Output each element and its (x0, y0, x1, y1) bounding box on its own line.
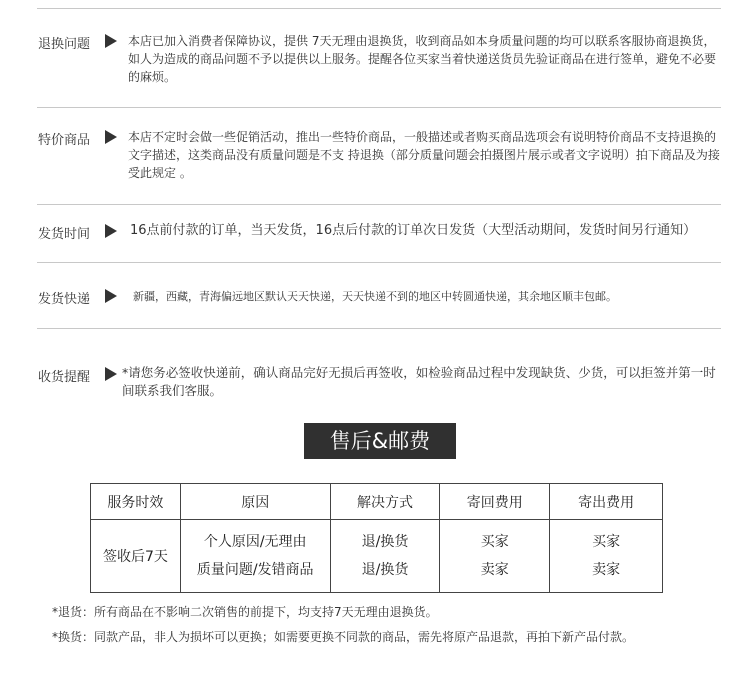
table-header-cell: 寄回费用 (440, 484, 550, 520)
divider (37, 328, 721, 329)
triangle-arrow-icon (105, 367, 117, 381)
fee-table (90, 483, 663, 593)
divider (37, 204, 721, 205)
table-cell-text: 买家 (480, 534, 509, 550)
policy-text-courier: 新疆，西藏，青海偏远地区默认天天快递，天天快递不到的地区中转圆通快递，其余地区顺丰包邮。 (133, 290, 617, 303)
policy-text-special-price: 本店不定时会做一些促销活动，推出一些特价商品，一般描述或者购买商品选项会有说明特价商品不支持退换的文字描述，这类商品没有质量问题是不支 持退换（部分质量问题会拍摄图片展示或者文字说明）拍下商品及为接受此规定 。 (128, 130, 720, 180)
section-title-after-sale: 售后&邮费 (304, 423, 456, 459)
policy-label-return: 退换问题 (38, 37, 91, 52)
policy-label-receipt: 收货提醒 (38, 370, 91, 385)
table-header-cell: 解决方式 (330, 484, 440, 520)
table-header-row (91, 484, 663, 520)
table-cell-text: 退/换货 (361, 534, 409, 550)
policy-text-return: 本店已加入消费者保障协议，提供 7天无理由退换货，收到商品如本身质量问题的均可以联系客服协商退换货，如人为造成的商品问题不予以提供以上服务。提醒各位买家当着快递送货员先验证商品在进行签单，避免不必要的麻烦。 (128, 34, 717, 84)
table-row (91, 520, 663, 593)
policy-label-ship-time: 发货时间 (38, 227, 91, 242)
triangle-arrow-icon (105, 224, 117, 238)
table-header-cell: 寄出费用 (550, 484, 663, 520)
note-return: *退货：所有商品在不影响二次销售的前提下，均支持7天无理由退换货。 (52, 605, 438, 619)
triangle-arrow-icon (105, 130, 117, 144)
table-cell-text: 卖家 (480, 562, 509, 578)
note-exchange: *换货：同款产品，非人为损坏可以更换；如需要更换不同款的商品，需先将原产品退款，再拍下新产品付款。 (52, 630, 635, 644)
divider-top (37, 8, 721, 9)
table-cell-text: 买家 (592, 534, 621, 550)
table-cell-text: 退/换货 (361, 562, 409, 578)
triangle-arrow-icon (105, 34, 117, 48)
table-cell-return-fee (440, 520, 550, 593)
table-cell-reason (180, 520, 330, 593)
policy-label-special-price: 特价商品 (38, 133, 91, 148)
table-header-cell: 服务时效 (91, 484, 181, 520)
triangle-arrow-icon (105, 289, 117, 303)
table-row-label: 签收后7天 (91, 520, 181, 593)
table-header-cell: 原因 (180, 484, 330, 520)
policy-text-receipt: *请您务必签收快递前，确认商品完好无损后再签收，如检验商品过程中发现缺货、少货，可以拒签并第一时间联系我们客服。 (122, 365, 716, 398)
policy-label-courier: 发货快递 (38, 292, 91, 307)
table-cell-text: 卖家 (592, 562, 621, 578)
table-cell-text: 质量问题/发错商品 (196, 562, 314, 578)
divider (37, 107, 721, 108)
table-cell-ship-fee (550, 520, 663, 593)
table-cell-text: 个人原因/无理由 (203, 534, 307, 550)
divider (37, 262, 721, 263)
policy-text-ship-time: 16点前付款的订单，当天发货，16点后付款的订单次日发货（大型活动期间，发货时间另行通知） (130, 223, 697, 238)
table-cell-solution (330, 520, 440, 593)
